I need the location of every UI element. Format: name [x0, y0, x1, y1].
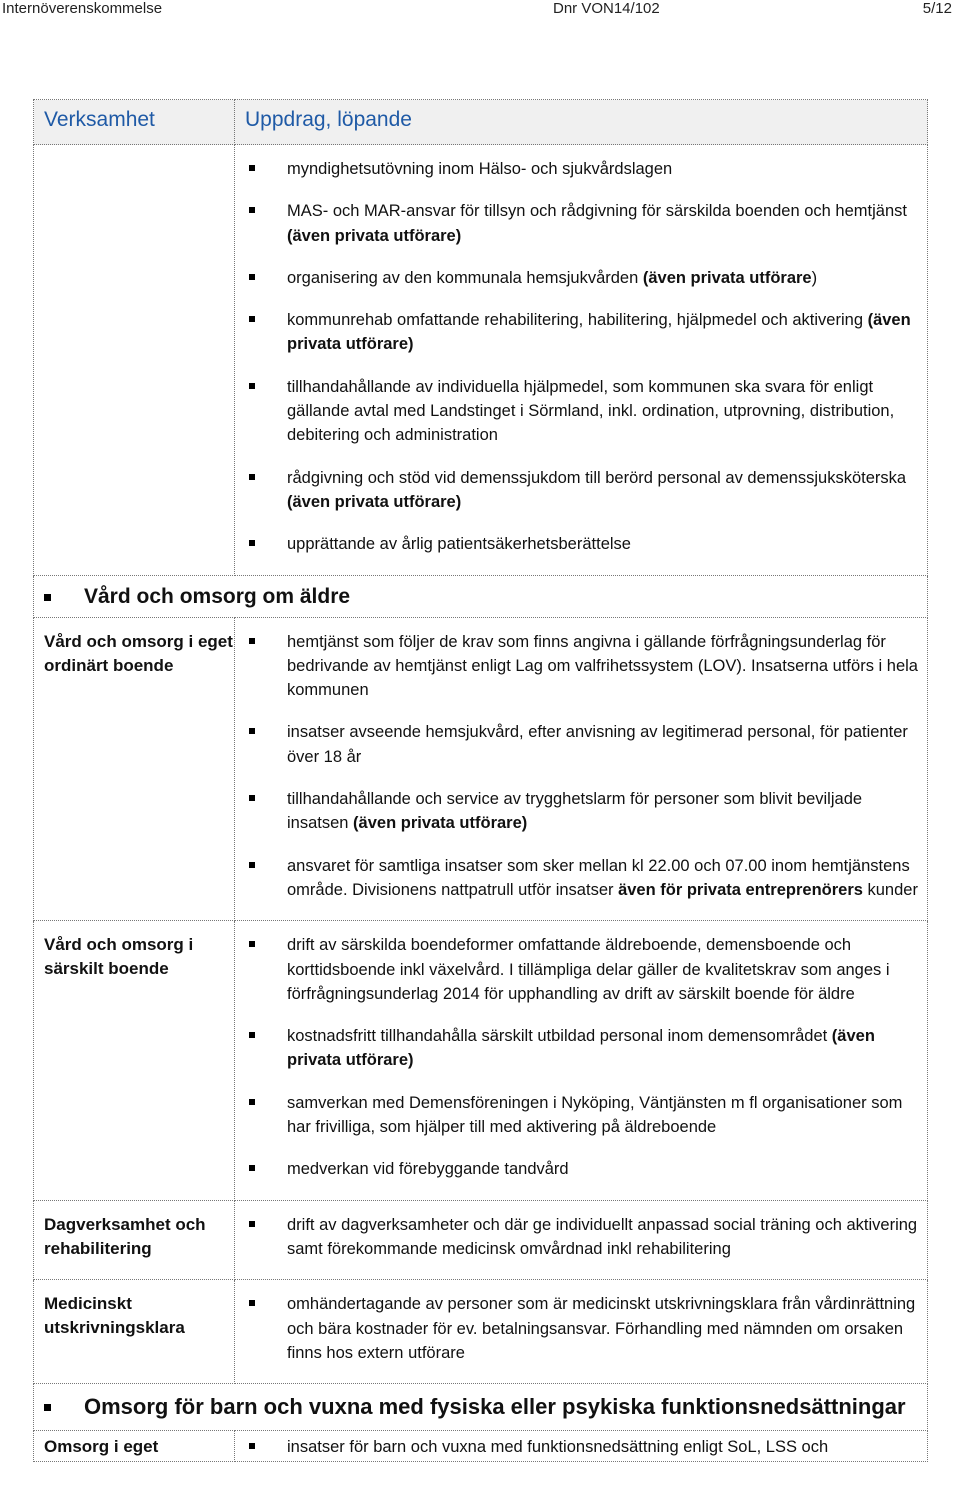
text: insatser för barn och vuxna med funktionsnedsättning enligt SoL, LSS och	[287, 1438, 829, 1457]
list-item	[235, 532, 919, 556]
list-item	[235, 1435, 919, 1459]
list-item	[235, 854, 919, 903]
text: )	[811, 268, 818, 287]
bold-text: (även privata utförare)	[287, 1027, 875, 1070]
page-header	[0, 0, 960, 20]
table-header-row	[34, 100, 928, 145]
text: tillhandahållande av individuella hjälpmedel, som kommunen ska svara för enligt gällande avtal med Landstinget i Sörmland, inkl. ordination, utprovning, distribution, debitering och administration	[287, 377, 895, 445]
text: tillhandahållande och service av trygghetslarm för personer som blivit beviljade insatsen	[287, 790, 863, 833]
row-label: Vård och omsorg i särskilt boende	[34, 921, 235, 1200]
text: rådgivning och stöd vid demenssjukdom till berörd personal av demenssjuksköterska	[287, 468, 907, 487]
list-item	[235, 1157, 919, 1181]
text: organisering av den kommunala hemsjukvården	[287, 268, 643, 287]
section-heading-elderly-care: Vård och omsorg om äldre	[34, 575, 928, 617]
header-title: Internöverenskommelse	[2, 0, 163, 17]
text: samverkan med Demensföreningen i Nyköping, Väntjänsten m fl organisationer som har frivilliga, som hjälper till med aktivering på äldreboende	[287, 1093, 903, 1137]
bold-text: (även privata utförare	[642, 268, 812, 287]
list-item	[235, 720, 919, 769]
bullet-list	[235, 933, 919, 1181]
list-item	[235, 1024, 919, 1073]
text: drift av dagverksamheter och där ge individuellt anpassad social träning och aktivering samt förekommande medicinsk omvårdnad inkl rehabilitering	[287, 1215, 918, 1258]
bullet-list	[235, 1435, 919, 1459]
bullet-list	[235, 157, 919, 557]
list-item	[235, 630, 919, 703]
list-item	[235, 199, 919, 248]
text: kommunrehab omfattande rehabilitering, habilitering, hjälpmedel och aktivering	[287, 311, 868, 330]
row-label: Medicinskt utskrivningsklara	[34, 1280, 235, 1384]
list-item	[235, 933, 919, 1006]
header-dnr: Dnr VON14/102	[553, 0, 660, 17]
text: drift av särskilda boendeformer omfattande äldreboende, demensboende och korttidsboende inkl växelvård. I tillämpliga delar gäller de kvalitetskrav som anges i förfrågningsunderlag 2014 för upphandling av drift av särskilt boende för äldre	[287, 936, 890, 1003]
list-item	[235, 308, 919, 357]
section-heading-disability-care: Omsorg för barn och vuxna med fysiska eller psykiska funktionsnedsättningar	[34, 1384, 928, 1431]
bold-text: (även privata utförare)	[353, 814, 528, 833]
list-item	[235, 266, 919, 290]
text: omhändertagande av personer som är medicinskt utskrivningsklara från vårdinrättning och bära kostnader för ev. betalningsansvar. Förhandling med nämnden om orsaken finns hos extern utförare	[287, 1295, 916, 1362]
text: myndighetsutövning inom Hälso- och sjukvårdslagen	[287, 160, 673, 178]
text: medverkan vid förebyggande tandvård	[287, 1160, 569, 1179]
text: kostnadsfritt tillhandahålla särskilt utbildad personal inom demensområdet	[287, 1027, 832, 1046]
table-row	[34, 1200, 928, 1280]
bullet-list	[235, 630, 919, 903]
text: kunder	[862, 880, 918, 899]
text: insatser avseende hemsjukvård, efter anvisning av legitimerad personal, för patienter över 18 år	[287, 723, 908, 766]
row-label: Omsorg i eget	[34, 1431, 235, 1462]
header-page-number: 5/12	[922, 0, 952, 17]
bullet-list	[235, 1213, 919, 1262]
list-item	[235, 1292, 919, 1365]
table-row-general	[34, 145, 928, 576]
bullet-list	[235, 1292, 919, 1365]
text: upprättande av årlig patientsäkerhetsberättelse	[287, 535, 631, 554]
section-row	[34, 575, 928, 617]
table-row	[34, 1280, 928, 1384]
bold-text: även för privata entreprenörers	[618, 880, 863, 899]
list-item	[235, 375, 919, 448]
row-label: Dagverksamhet och rehabilitering	[34, 1200, 235, 1280]
table-row	[34, 1431, 928, 1462]
text: MAS- och MAR-ansvar för tillsyn och rådgivning för särskilda boenden och hemtjänst	[287, 202, 907, 221]
section-row	[34, 1384, 928, 1431]
row-label-empty	[34, 145, 235, 576]
list-item	[235, 157, 919, 181]
bold-text: (även privata utförare)	[287, 492, 462, 511]
table-row	[34, 617, 928, 921]
list-item	[235, 1091, 919, 1140]
list-item	[235, 1213, 919, 1262]
agreement-table	[33, 99, 928, 1462]
list-item	[235, 787, 919, 836]
text: hemtjänst som följer de krav som finns angivna i gällande förfrågningsunderlag för bedrivande av hemtjänst enligt Lag om valfrihetssystem (LOV). Insatserna utförs i hela kommunen	[287, 632, 918, 700]
column-header-verksamhet: Verksamhet	[44, 108, 155, 131]
list-item	[235, 466, 919, 515]
table-row	[34, 921, 928, 1200]
bold-text: (även privata utförare)	[287, 311, 911, 354]
text: ansvaret för samtliga insatser som sker mellan kl 22.00 och 07.00 inom hemtjänstens område. Divisionens nattpatrull utför insatser	[287, 856, 910, 899]
column-header-uppdrag: Uppdrag, löpande	[245, 108, 412, 131]
bold-text: (även privata utförare)	[287, 226, 462, 245]
row-label: Vård och omsorg i eget ordinärt boende	[34, 617, 235, 921]
